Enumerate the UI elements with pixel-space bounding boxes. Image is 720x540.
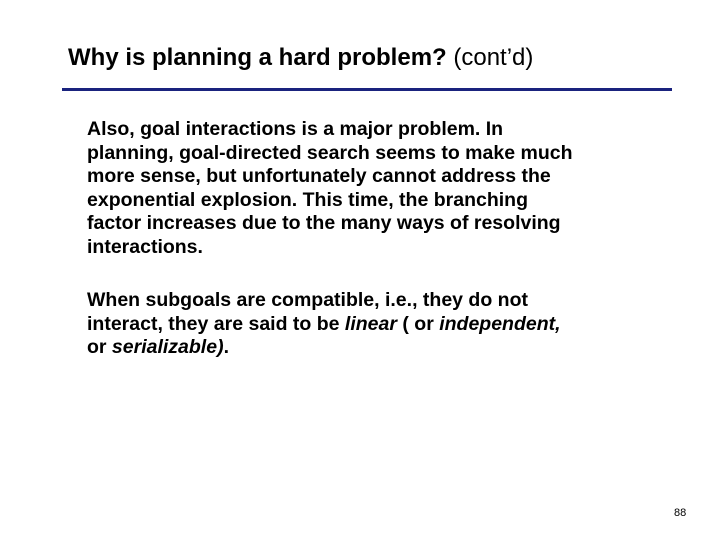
slide-title-main: Why is planning a hard problem? bbox=[68, 44, 447, 71]
slide-title-suffix: (cont’d) bbox=[446, 44, 534, 71]
paragraph-line: Also, goal interactions is a major problem. In bbox=[87, 118, 504, 140]
text-segment: or bbox=[87, 336, 112, 358]
paragraph-subgoals bbox=[87, 289, 561, 360]
paragraph-line bbox=[87, 336, 561, 360]
title-divider bbox=[62, 88, 672, 91]
text-segment: ( or bbox=[396, 312, 440, 335]
paragraph-line: more sense, but unfortunately cannot address the bbox=[87, 165, 551, 187]
text-segment: . bbox=[223, 336, 229, 358]
slide-title bbox=[68, 40, 533, 76]
term-independent: independent, bbox=[439, 312, 561, 335]
paragraph-goal-interactions bbox=[87, 118, 572, 259]
paragraph-line bbox=[87, 313, 561, 337]
page-number: 88 bbox=[674, 507, 687, 519]
paragraph-line: interactions. bbox=[87, 235, 203, 258]
text-segment: interact, they are said to be bbox=[87, 312, 345, 335]
paragraph-line: planning, goal-directed search seems to make much bbox=[87, 141, 573, 164]
term-linear: linear bbox=[344, 312, 397, 335]
paragraph-line: factor increases due to the many ways of resolving bbox=[87, 212, 561, 234]
paragraph-line: When subgoals are compatible, i.e., they do not bbox=[87, 289, 528, 311]
term-serializable: serializable) bbox=[111, 336, 224, 358]
paragraph-line: exponential explosion. This time, the branching bbox=[87, 188, 528, 211]
